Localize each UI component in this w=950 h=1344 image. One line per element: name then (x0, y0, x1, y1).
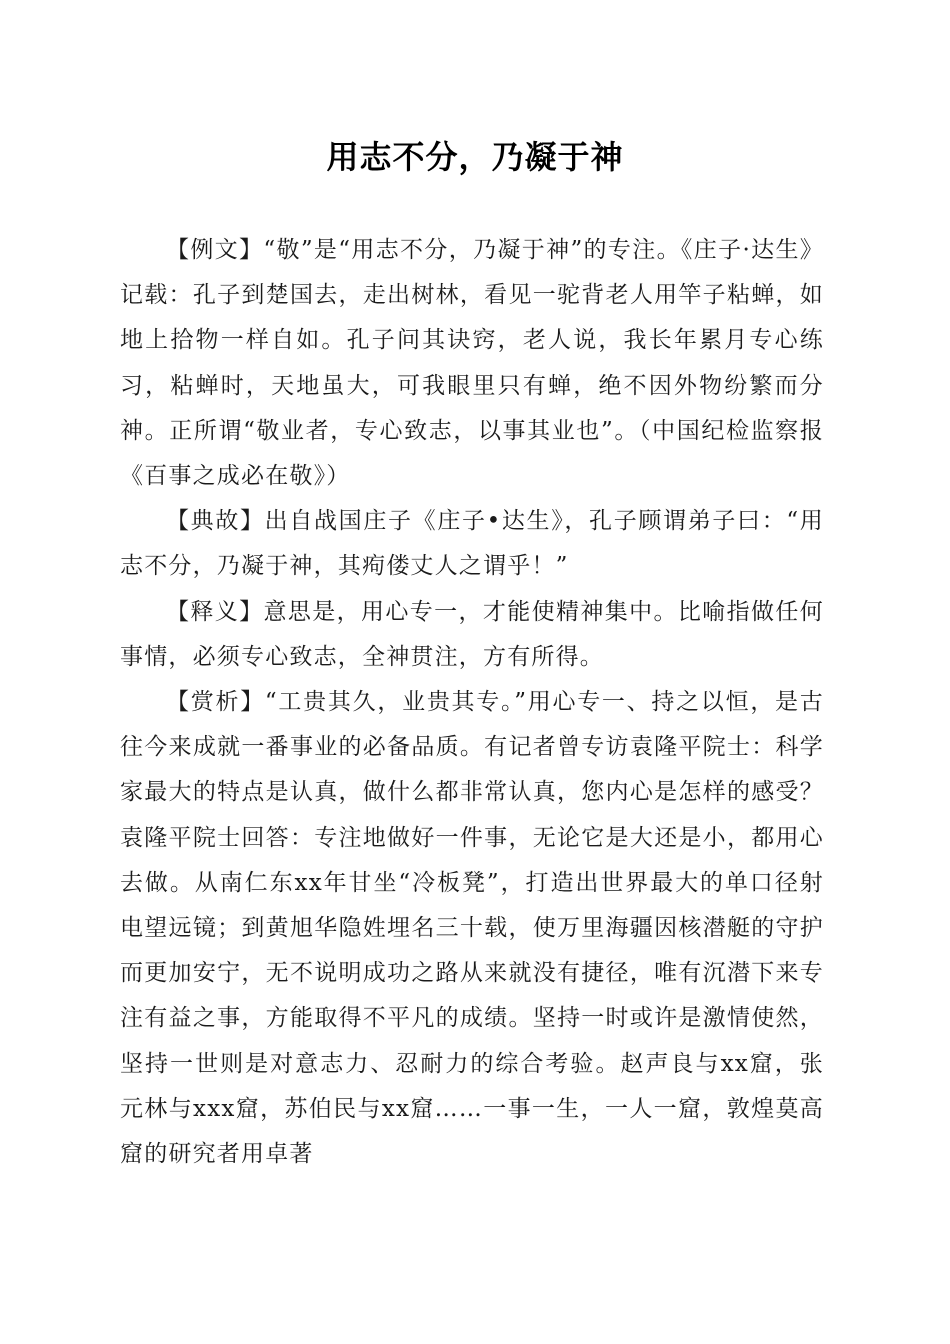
paragraph-example: 【例文】“敬”是“用志不分，乃凝于神”的专注。《庄子·达生》记载：孔子到楚国去，走出树林，看见一驼背老人用竿子粘蝉，如地上拾物一样自如。孔子问其诀窍，老人说，我长年累月专心练习，粘蝉时，天地虽大，可我眼里只有蝉，绝不因外物纷繁而分神。正所谓“敬业者，专心致志，以事其业也”。（中国纪检监察报《百事之成必在敬》） (120, 237, 824, 490)
paragraph-allusion: 【典故】出自战国庄子《庄子•达生》，孔子顾谓弟子曰：“用志不分，乃凝于神，其痀偻丈人之谓乎！” (120, 508, 824, 580)
paragraph-appreciation: 【赏析】“工贵其久，业贵其专。”用心专一、持之以恒，是古往今来成就一番事业的必备品质。有记者曾专访袁隆平院士：科学家最大的特点是认真，做什么都非常认真，您内心是怎样的感受？袁隆平院士回答：专注地做好一件事，无论它是大还是小，都用心去做。从南仁东xx年甘坐“冷板凳”，打造出世界最大的单口径射电望远镜；到黄旭华隐姓埋名三十载，使万里海疆因核潜艇的守护而更加安宁，无不说明成功之路从来就没有捷径，唯有沉潜下来专注有益之事，方能取得不平凡的成绩。坚持一时或许是激情使然，坚持一世则是对意志力、忍耐力的综合考验。赵声良与xx窟，张元林与xxx窟，苏伯民与xx窟……一事一生，一人一窟，敦煌莫高窟的研究者用卓著 (120, 689, 824, 1168)
document-title: 用志不分，乃凝于神 (326, 138, 624, 176)
paragraph-meaning: 【释义】意思是，用心专一，才能使精神集中。比喻指做任何事情，必须专心致志，全神贯注，方有所得。 (120, 598, 824, 670)
document-body (120, 228, 824, 1177)
